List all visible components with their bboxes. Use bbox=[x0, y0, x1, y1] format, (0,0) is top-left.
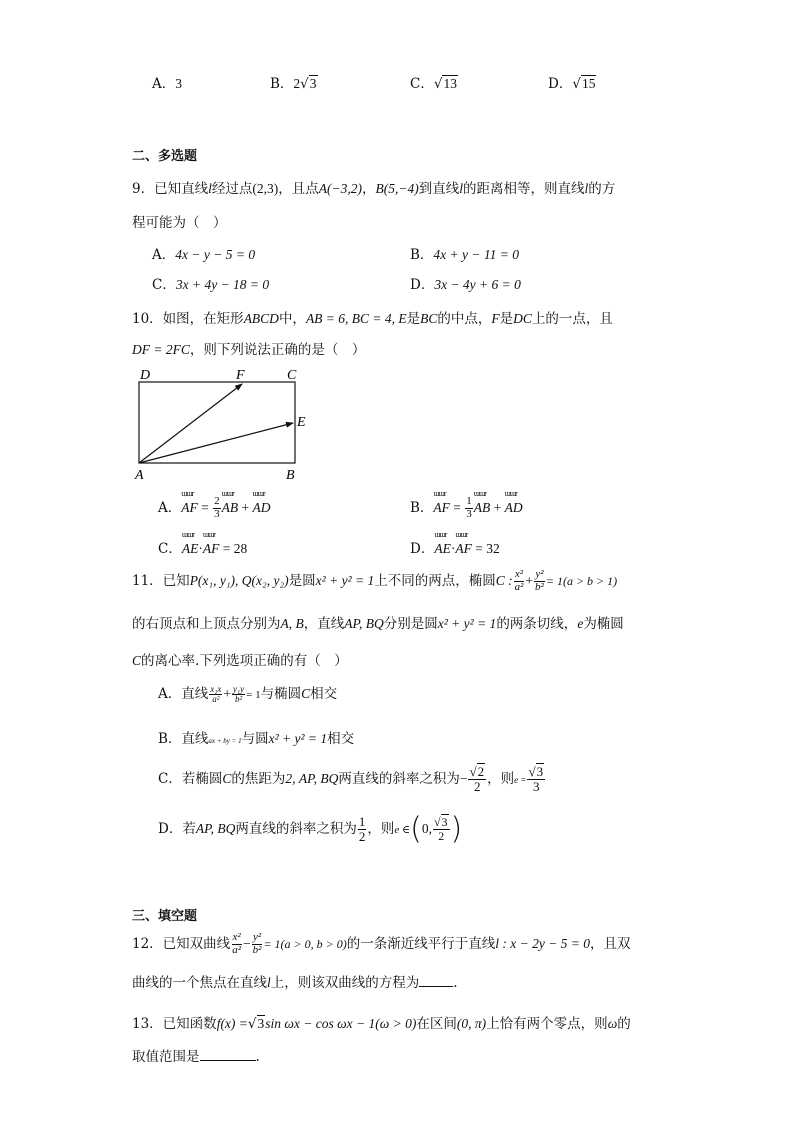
denominator: b² bbox=[252, 944, 262, 956]
option-coef: 2 bbox=[293, 76, 301, 91]
q12-stem-line1 bbox=[132, 929, 631, 959]
math-l: l bbox=[584, 181, 589, 196]
rhs: = 32 bbox=[471, 541, 500, 556]
math: = 1(a > b > 1) bbox=[545, 574, 618, 588]
option-radicand: 15 bbox=[581, 76, 596, 91]
option-label: D． bbox=[410, 277, 435, 293]
radicand: 3 bbox=[536, 764, 544, 780]
text: ，且点 bbox=[278, 181, 319, 197]
answer-blank[interactable] bbox=[419, 985, 453, 987]
math: 0, bbox=[421, 821, 432, 836]
section-title-fill-in: 三、填空题 bbox=[132, 909, 198, 924]
q9-option-d bbox=[410, 273, 521, 293]
vector: ɯɯr AF bbox=[455, 541, 472, 557]
rhs: = 28 bbox=[219, 541, 248, 556]
option-label: A． bbox=[158, 500, 182, 516]
text: 相交 bbox=[310, 686, 338, 702]
text: 是圆 bbox=[288, 573, 316, 589]
q13-stem-line2 bbox=[132, 1045, 260, 1065]
text: 上的一点，且 bbox=[531, 311, 613, 327]
vector: ɯɯr AB bbox=[474, 500, 491, 516]
option-label: C． bbox=[410, 76, 434, 92]
text: ，则下列说法正确的是（ ） bbox=[189, 342, 366, 358]
option-label: C． bbox=[158, 771, 182, 787]
numerator: y² bbox=[252, 931, 262, 944]
fraction bbox=[213, 496, 221, 520]
q8-option-b: B．2√3 bbox=[270, 76, 317, 92]
text: ， bbox=[361, 181, 376, 197]
denominator: 2 bbox=[438, 829, 445, 843]
text: 的两条切线， bbox=[496, 616, 578, 632]
text: 到直线 bbox=[418, 181, 460, 197]
denominator: 2 bbox=[474, 779, 481, 794]
text: 的 bbox=[617, 1016, 631, 1032]
paren-left: ( bbox=[410, 811, 422, 847]
option-value: 4x − y − 5 = 0 bbox=[175, 247, 256, 262]
q11-option-a bbox=[158, 680, 337, 709]
math: 2, AP, BQ bbox=[285, 771, 339, 786]
text: 分别是圆 bbox=[383, 616, 438, 632]
text: 的焦距为 bbox=[231, 771, 286, 787]
vector: ɯɯr AE bbox=[182, 541, 199, 557]
fraction bbox=[209, 685, 222, 705]
text: 相交 bbox=[327, 731, 355, 747]
option-label: D． bbox=[158, 821, 183, 837]
fraction: $\frac{√3}{3}$ bbox=[528, 764, 544, 794]
radicand: 3 bbox=[441, 815, 448, 830]
text: 两直线的斜率之积为 bbox=[235, 821, 357, 837]
vector-af bbox=[139, 384, 242, 463]
label-b: B bbox=[286, 468, 295, 483]
text: 的一条渐近线平行于直线 bbox=[346, 936, 496, 952]
numerator: 1 bbox=[358, 814, 366, 830]
q10-option-d bbox=[410, 537, 500, 557]
text: 9．已知直线 bbox=[132, 181, 209, 197]
fraction bbox=[231, 932, 242, 956]
label-e: E bbox=[297, 415, 306, 430]
option-label: D． bbox=[548, 76, 573, 92]
math: l : x − 2y − 5 = 0 bbox=[495, 936, 591, 951]
q8-option-d: D．√15 bbox=[548, 76, 596, 92]
text: 若椭圆 bbox=[181, 771, 223, 787]
denominator: 2 bbox=[358, 829, 366, 844]
text: 的中点， bbox=[437, 311, 492, 327]
numerator: x² bbox=[514, 568, 524, 581]
math-point: (2,3) bbox=[252, 181, 279, 196]
q10-option-c bbox=[158, 537, 247, 557]
math: x² + y² = 1 bbox=[437, 616, 497, 631]
q8-option-a bbox=[152, 72, 182, 92]
text: 13．已知函数 bbox=[132, 1016, 217, 1032]
fraction bbox=[514, 569, 525, 593]
numerator: x₁x bbox=[210, 683, 222, 694]
vector: ɯɯr AD bbox=[505, 500, 523, 516]
text: 直线 bbox=[181, 731, 209, 747]
text: 中， bbox=[278, 311, 306, 327]
q12-stem-line2 bbox=[132, 971, 458, 991]
option-label: D． bbox=[410, 541, 435, 557]
math-point-a: A(−3,2) bbox=[318, 181, 362, 196]
numerator: x² bbox=[232, 931, 241, 944]
text: 10．如图，在矩形 bbox=[132, 311, 244, 327]
denominator: 3 bbox=[466, 508, 472, 520]
text: 是 bbox=[499, 311, 514, 327]
eq: = 1 bbox=[246, 689, 261, 701]
text: 在区间 bbox=[416, 1016, 457, 1032]
eq: = bbox=[197, 500, 213, 515]
math: F bbox=[491, 311, 500, 326]
fraction bbox=[465, 496, 473, 520]
option-label: C． bbox=[152, 277, 176, 293]
numerator: y₁y bbox=[233, 683, 245, 694]
option-label: A． bbox=[152, 76, 176, 92]
text: 的方 bbox=[588, 181, 616, 197]
q11-stem-line1 bbox=[132, 566, 617, 596]
q11-option-b bbox=[158, 727, 354, 747]
text: 曲线的一个焦点在直线 bbox=[132, 975, 267, 991]
numerator: y² bbox=[535, 568, 544, 581]
option-value: 3 bbox=[175, 76, 182, 91]
vector-ae bbox=[139, 423, 293, 463]
text: ，则 bbox=[367, 821, 395, 837]
math: e = bbox=[514, 775, 527, 785]
q9-option-b bbox=[410, 243, 519, 263]
math: BC bbox=[420, 311, 438, 326]
math: f(x) = bbox=[216, 1016, 248, 1031]
fraction bbox=[534, 569, 545, 593]
math: e ∈ bbox=[394, 824, 411, 836]
text: 上不同的两点，椭圆 bbox=[374, 573, 496, 589]
q8-option-c: C．√13 bbox=[410, 76, 457, 92]
denominator: 3 bbox=[533, 779, 540, 794]
math: C bbox=[301, 686, 311, 701]
option-value: 4x + y − 11 = 0 bbox=[433, 247, 519, 262]
plus: + bbox=[490, 500, 505, 515]
option-label: C． bbox=[158, 541, 182, 557]
text: 与圆 bbox=[241, 731, 269, 747]
label-f: F bbox=[236, 368, 245, 383]
denominator: a² bbox=[232, 944, 241, 956]
math: DF = 2FC bbox=[132, 342, 190, 357]
math: C bbox=[132, 653, 142, 668]
text: ，且双 bbox=[590, 936, 631, 952]
rectangle-abcd bbox=[139, 382, 295, 463]
math: A, B bbox=[280, 616, 304, 631]
q10-option-b bbox=[410, 496, 523, 521]
section-title-multi-choice: 二、多选题 bbox=[132, 149, 198, 164]
math: sin ωx − cos ωx − 1(ω > 0) bbox=[265, 1016, 417, 1031]
text: 与椭圆 bbox=[260, 686, 302, 702]
dot: · bbox=[198, 541, 203, 556]
text: 直线 bbox=[181, 686, 209, 702]
eq: = bbox=[449, 500, 465, 515]
vector: ɯɯr AF bbox=[433, 500, 450, 516]
numerator: 2 bbox=[214, 495, 220, 508]
paren-right: ) bbox=[450, 811, 463, 847]
option-label: B． bbox=[270, 76, 294, 92]
fraction bbox=[358, 815, 367, 843]
text: 经过点 bbox=[211, 181, 253, 197]
q10-stem-line1 bbox=[132, 307, 613, 327]
text: . bbox=[453, 975, 458, 991]
answer-blank[interactable] bbox=[200, 1059, 256, 1061]
math: x² + y² = 1 bbox=[315, 573, 375, 588]
minus: − bbox=[459, 771, 468, 786]
vector: ɯɯr AF bbox=[181, 500, 198, 516]
vector: ɯɯr AE bbox=[434, 541, 451, 557]
text: 的右顶点和上顶点分别为 bbox=[132, 616, 281, 632]
option-label: B． bbox=[410, 247, 434, 263]
fraction bbox=[232, 685, 245, 705]
denominator: b² bbox=[535, 581, 544, 593]
q11-stem-line3 bbox=[132, 649, 348, 669]
fraction bbox=[252, 932, 263, 956]
text: ，则 bbox=[487, 771, 515, 787]
fraction: $\frac{√3}{2}$ bbox=[433, 815, 448, 843]
text: 两直线的斜率之积为 bbox=[338, 771, 460, 787]
option-label: B． bbox=[158, 731, 182, 747]
math: DC bbox=[513, 311, 532, 326]
math: e bbox=[577, 616, 584, 631]
text: ，直线 bbox=[303, 616, 345, 632]
text: 的距离相等，则直线 bbox=[462, 181, 585, 197]
math: C : bbox=[495, 573, 513, 588]
q13-stem-line1: 13．已知函数f(x) =√3sin ωx − cos ωx − 1(ω > 0)在区间(0, π)上恰有两个零点，则ω的 bbox=[132, 1016, 631, 1032]
math: AP, BQ bbox=[344, 616, 384, 631]
fraction: $\frac{√2}{2}$ bbox=[469, 764, 485, 794]
math: AB = 6, BC = 4, E bbox=[305, 311, 407, 326]
label-d: D bbox=[140, 368, 151, 383]
math: P(x₁, y₁), Q(x₂, y₂) bbox=[189, 573, 289, 588]
plus: + bbox=[238, 500, 253, 515]
denominator: a² bbox=[212, 694, 220, 704]
q9-stem-line1 bbox=[132, 177, 615, 197]
math: = 1(a > 0, b > 0) bbox=[263, 937, 347, 951]
q9-option-a bbox=[152, 243, 255, 263]
text: 12．已知双曲线 bbox=[132, 936, 231, 952]
plus: + bbox=[525, 573, 534, 588]
q9-option-c bbox=[152, 273, 269, 293]
math: ABCD bbox=[243, 311, 279, 326]
radicand: 2 bbox=[477, 764, 485, 780]
option-label: A． bbox=[152, 247, 176, 263]
minus: − bbox=[243, 936, 251, 951]
option-value: 3x + 4y − 18 = 0 bbox=[175, 277, 270, 292]
denominator: a² bbox=[514, 581, 524, 593]
denominator: b² bbox=[234, 694, 243, 704]
text: 取值范围是 bbox=[132, 1049, 200, 1065]
math: C bbox=[222, 771, 232, 786]
label-c: C bbox=[287, 368, 297, 383]
q11-option-c bbox=[158, 761, 546, 798]
text: . bbox=[255, 1049, 260, 1065]
option-label: A． bbox=[158, 686, 182, 702]
q10-rectangle-figure bbox=[130, 364, 320, 484]
math: l bbox=[267, 975, 271, 990]
numerator: 1 bbox=[466, 495, 472, 508]
math: ω bbox=[607, 1016, 618, 1031]
q11-option-d bbox=[158, 808, 462, 851]
q11-stem-line2 bbox=[132, 612, 624, 632]
q10-option-a bbox=[158, 496, 271, 521]
option-value: 3x − 4y + 6 = 0 bbox=[434, 277, 521, 292]
plus: + bbox=[223, 686, 231, 701]
option-radicand: 13 bbox=[443, 76, 457, 91]
q9-stem-line2: 程可能为（ ） bbox=[132, 215, 227, 231]
option-label: B． bbox=[410, 500, 434, 516]
label-a: A bbox=[135, 468, 144, 483]
vector: ɯɯr AD bbox=[253, 500, 271, 516]
math: (0, π) bbox=[456, 1016, 487, 1031]
text: 的离心率.下列选项正确的有（ ） bbox=[141, 653, 348, 669]
text: 为椭圆 bbox=[583, 616, 624, 632]
dot: · bbox=[450, 541, 456, 556]
math-l: l bbox=[208, 181, 212, 196]
text: 若 bbox=[182, 821, 196, 837]
math: ax + by = 1 bbox=[208, 737, 242, 745]
vector: ɯɯr AF bbox=[203, 541, 220, 557]
denominator: 3 bbox=[214, 508, 220, 520]
math: AP, BQ bbox=[195, 821, 236, 836]
option-radicand: 3 bbox=[309, 76, 317, 91]
text: 是 bbox=[406, 311, 421, 327]
q10-stem-line2 bbox=[132, 338, 365, 358]
text: 11．已知 bbox=[132, 573, 190, 589]
math-l: l bbox=[459, 181, 463, 196]
text: 上，则该双曲线的方程为 bbox=[270, 975, 420, 991]
math: x² + y² = 1 bbox=[268, 731, 328, 746]
radicand: 3 bbox=[257, 1016, 265, 1031]
text: 上恰有两个零点，则 bbox=[486, 1016, 608, 1032]
math-point-b: B(5,−4) bbox=[375, 181, 419, 196]
vector: ɯɯr AB bbox=[222, 500, 239, 516]
